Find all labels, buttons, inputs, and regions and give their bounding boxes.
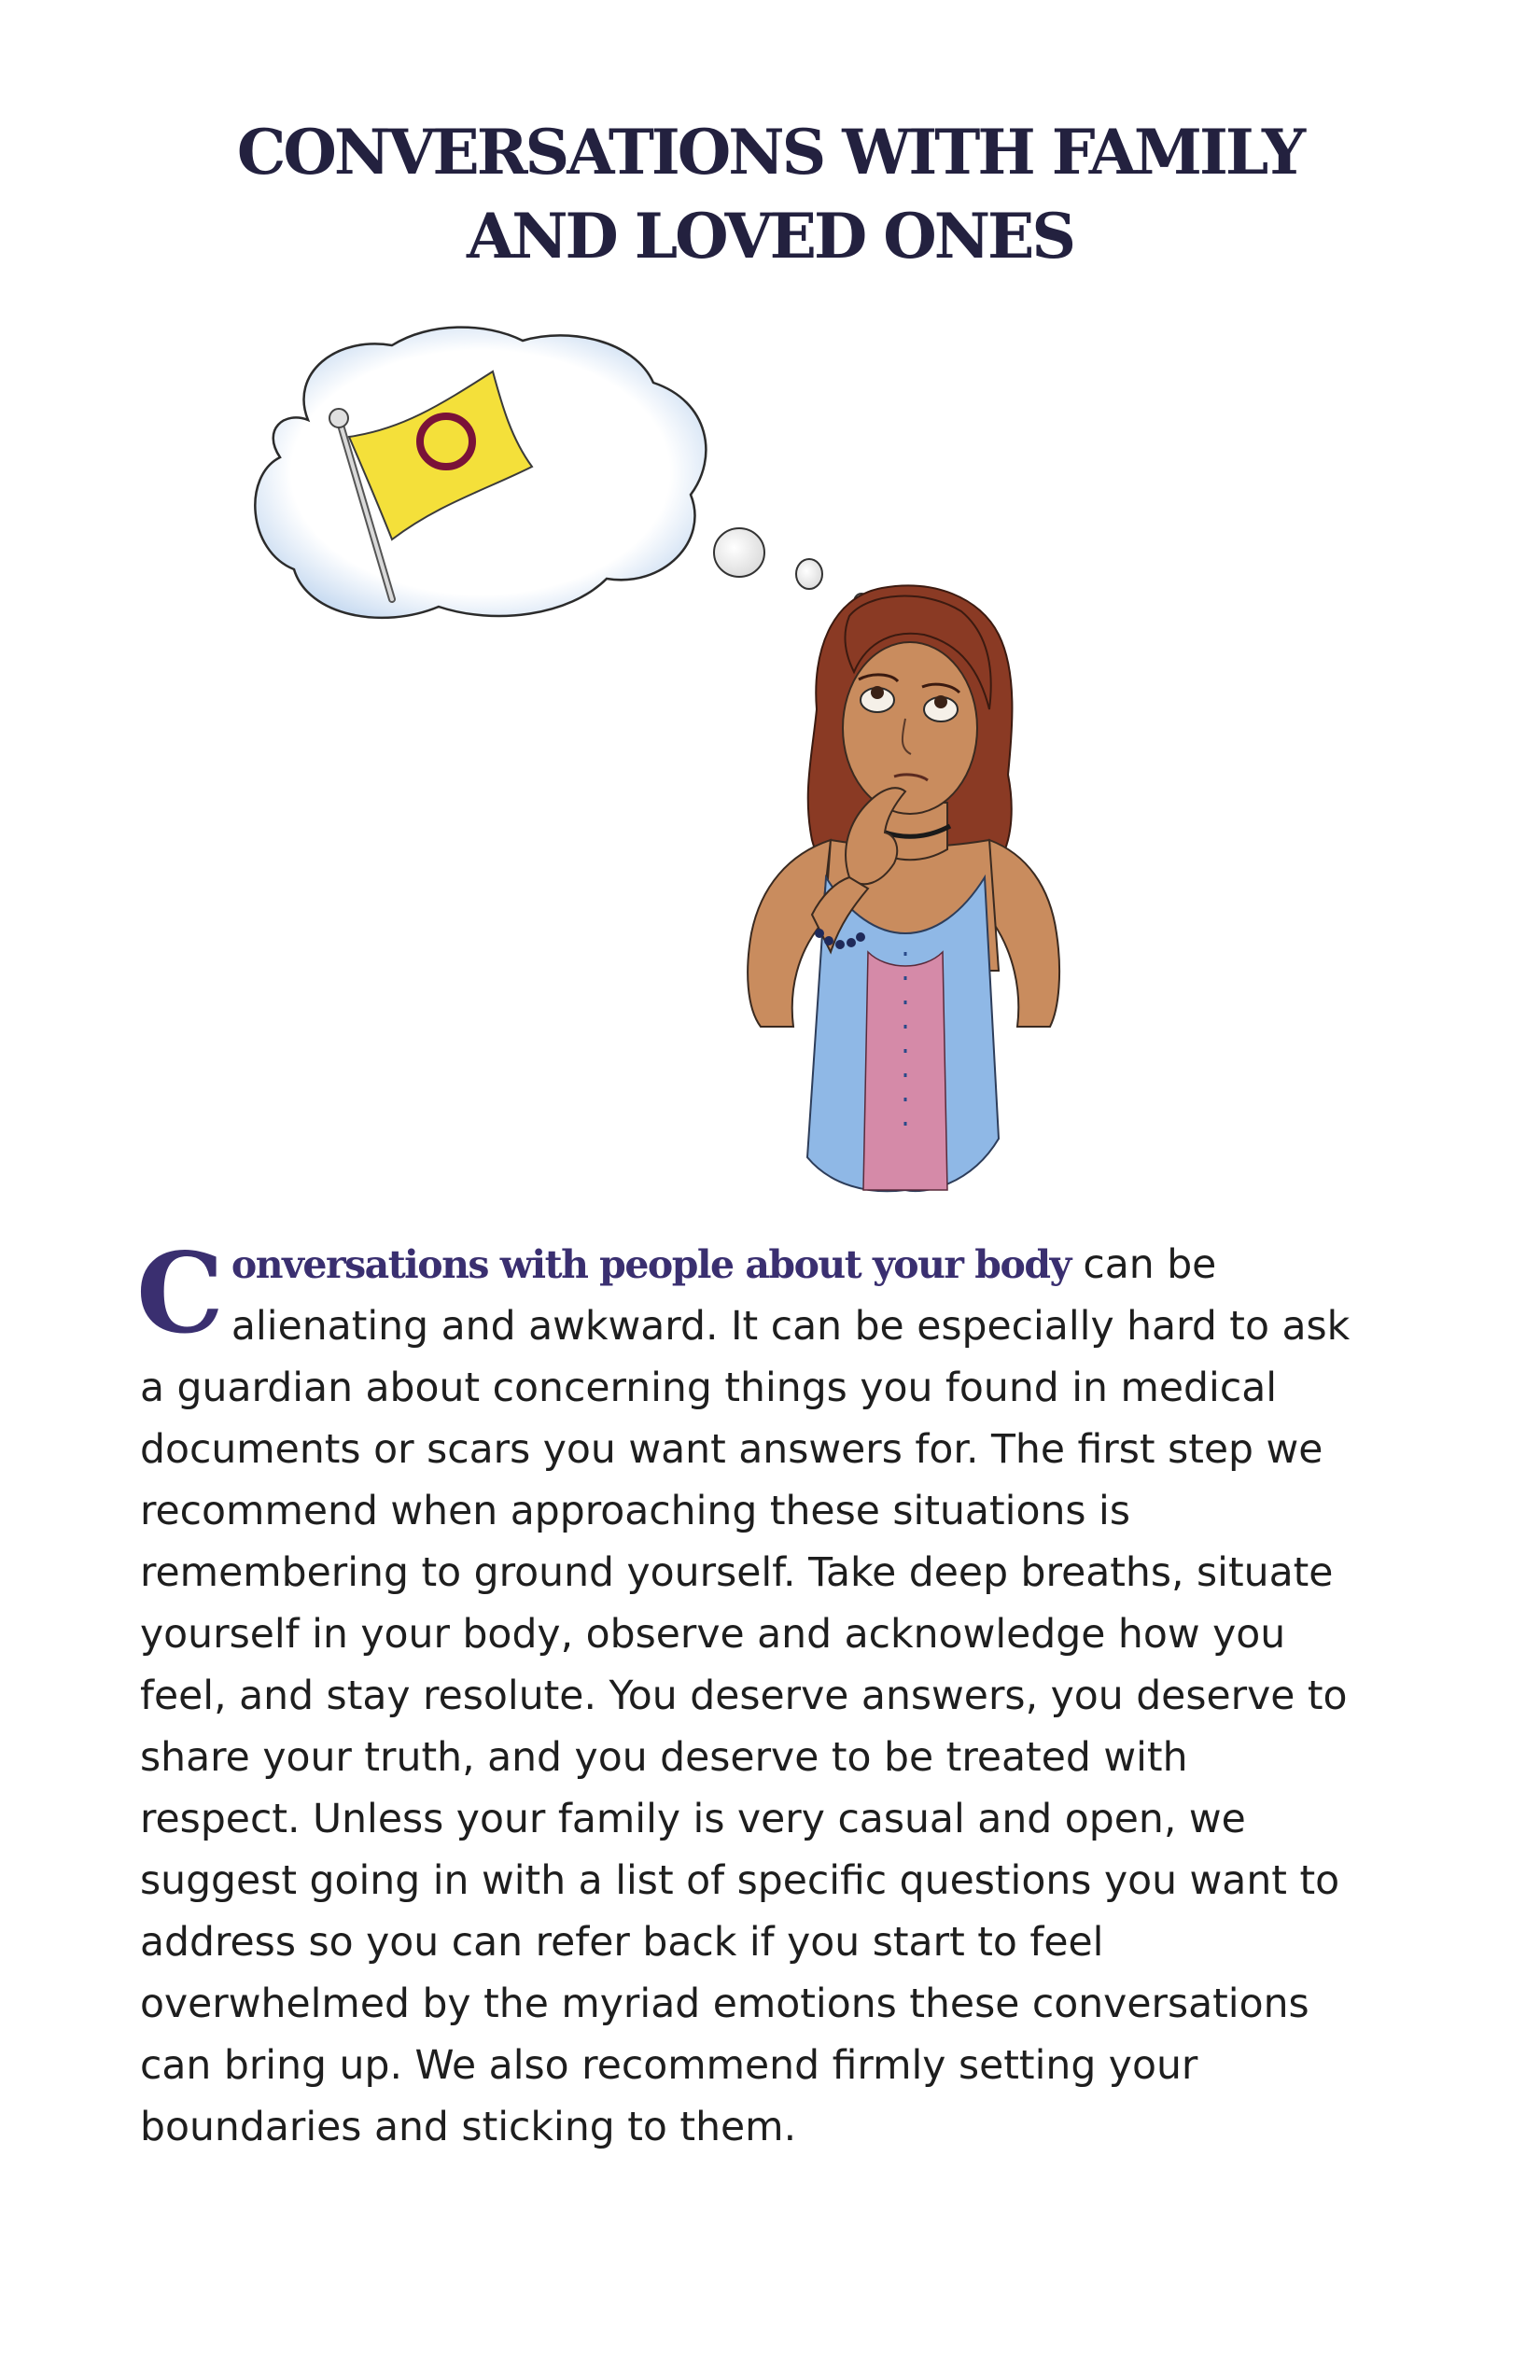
page-title-line-2: AND LOVED ONES [466,200,1073,273]
drop-cap: C [136,1228,224,1358]
body-paragraph [136,1228,1353,2159]
lead-in-phrase: onversations with people about your body [231,1242,1071,1287]
page-title-line-1: CONVERSATIONS WITH FAMILY [236,116,1304,189]
illustration [252,317,1111,1195]
person-thinking-icon [748,585,1059,1191]
thought-bubbles-icon [714,528,869,610]
page-title [0,110,1540,278]
body-text: can be alienating and awkward. It can be especially hard to ask a guardian about concerning things you found in medical documents or scars you want answers for. The first step we recommend when approaching these situations is remembering to ground yourself. Take deep breaths, situate yourself in your body, observe and acknowledge how you feel, and stay resolute. You deserve answers, you deserve to share your truth, and you deserve to be treated with respect. Unless your family is very casual and open, we suggest going in with a list of specific questions you want to address so you can refer back if you start to feel overwhelmed by the myriad emotions these conversations can bring up. We also recommend firmly setting your boundaries and sticking to them. [140,1242,1351,2150]
